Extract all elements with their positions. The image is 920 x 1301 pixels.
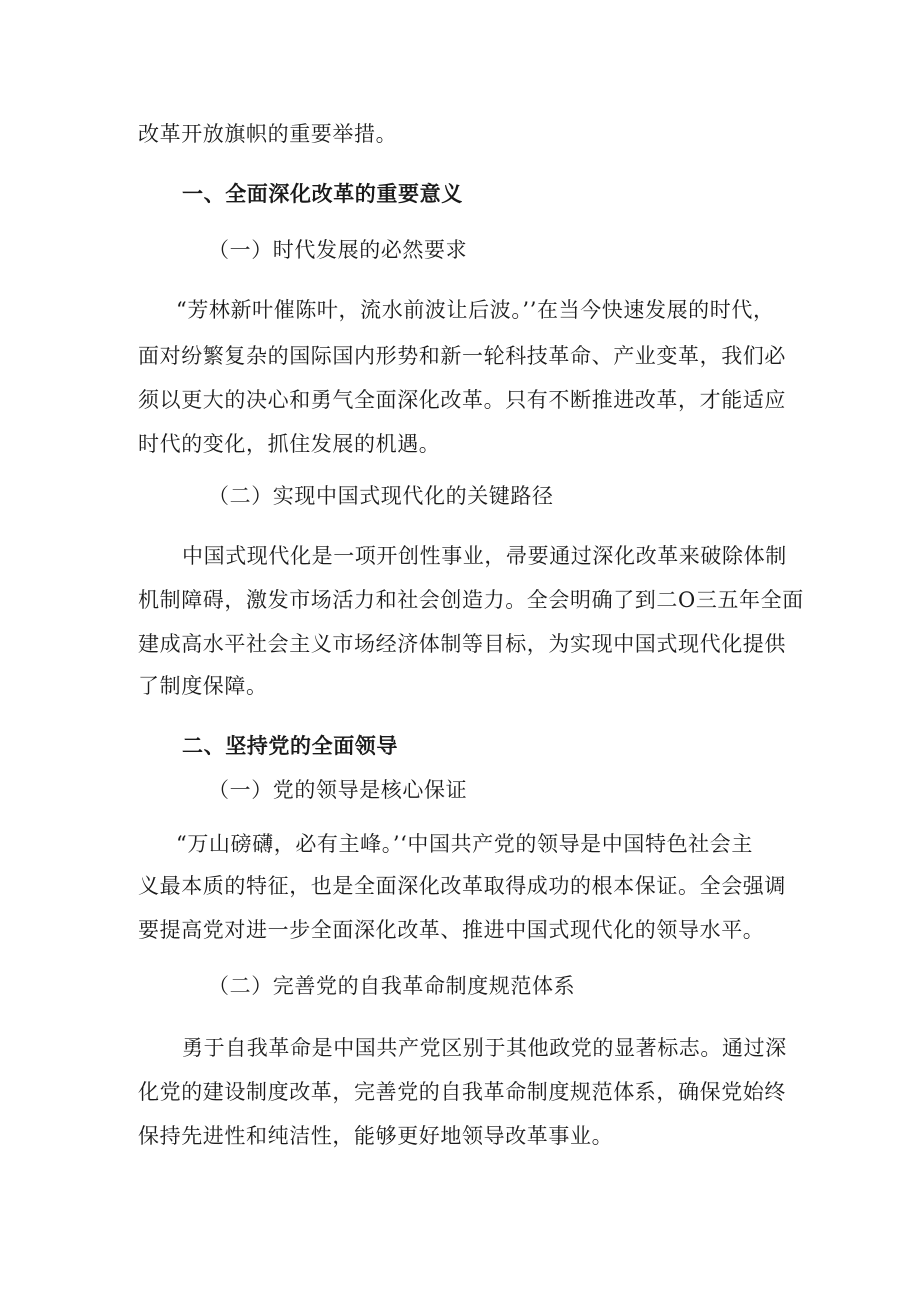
paragraph-line: 化党的建设制度改革，完善党的自我革命制度规范体系，确保党始终: [138, 1080, 786, 1104]
paragraph-line: 义最本质的特征，也是全面深化改革取得成功的根本保证。全会强调: [138, 874, 786, 898]
paragraph-line: 建成高水平社会主义市场经济体制等目标，为实现中国式现代化提供: [138, 632, 786, 656]
paragraph-line: 中国式现代化是一项开创性事业，帚要通过深化改革来破除体制: [182, 544, 787, 568]
paragraph-line: 须以更大的决心和勇气全面深化改革。只有不断推进改革，才能适应: [138, 388, 786, 412]
section-1-sub-1-title: （一）时代发展的必然要求: [208, 238, 468, 262]
lead-line: 改革开放旗帜的重要举措。: [138, 122, 398, 146]
paragraph-line: 要提高党对进一步全面深化改革、推进中国式现代化的领导水平。: [138, 918, 765, 942]
paragraph-line: 勇于自我革命是中国共产党区别于其他政党的显著标志。通过深: [182, 1036, 787, 1060]
section-2-title: 二、坚持党的全面领导: [182, 734, 398, 758]
paragraph-line: 面对纷繁复杂的国际国内形势和新一轮科技革命、产业变革，我们必: [138, 344, 786, 368]
section-1-sub-2-title: （二）实现中国式现代化的关键路径: [208, 484, 554, 508]
paragraph-line: 时代的变化，抓住发展的机遇。: [138, 432, 441, 456]
paragraph-line: “芳林新叶催陈叶，流水前波让后波。’’在当今快速发展的时代，: [176, 298, 775, 322]
section-1-title: 一、全面深化改革的重要意义: [182, 182, 463, 206]
section-2-sub-2-title: （二）完善党的自我革命制度规范体系: [208, 974, 576, 998]
paragraph-line: “万山磅礴，必有主峰。’‘中国共产党的领导是中国特色社会主: [176, 832, 753, 856]
paragraph-line: 保持先进性和纯洁性，能够更好地领导改革事业。: [138, 1124, 614, 1148]
paragraph-line: 了制度保障。: [138, 674, 268, 698]
section-2-sub-1-title: （一）党的领导是核心保证: [208, 778, 468, 802]
paragraph-line: 机制障碍，激发市场活力和社会创造力。全会明确了到二O三五年全面: [138, 588, 804, 612]
